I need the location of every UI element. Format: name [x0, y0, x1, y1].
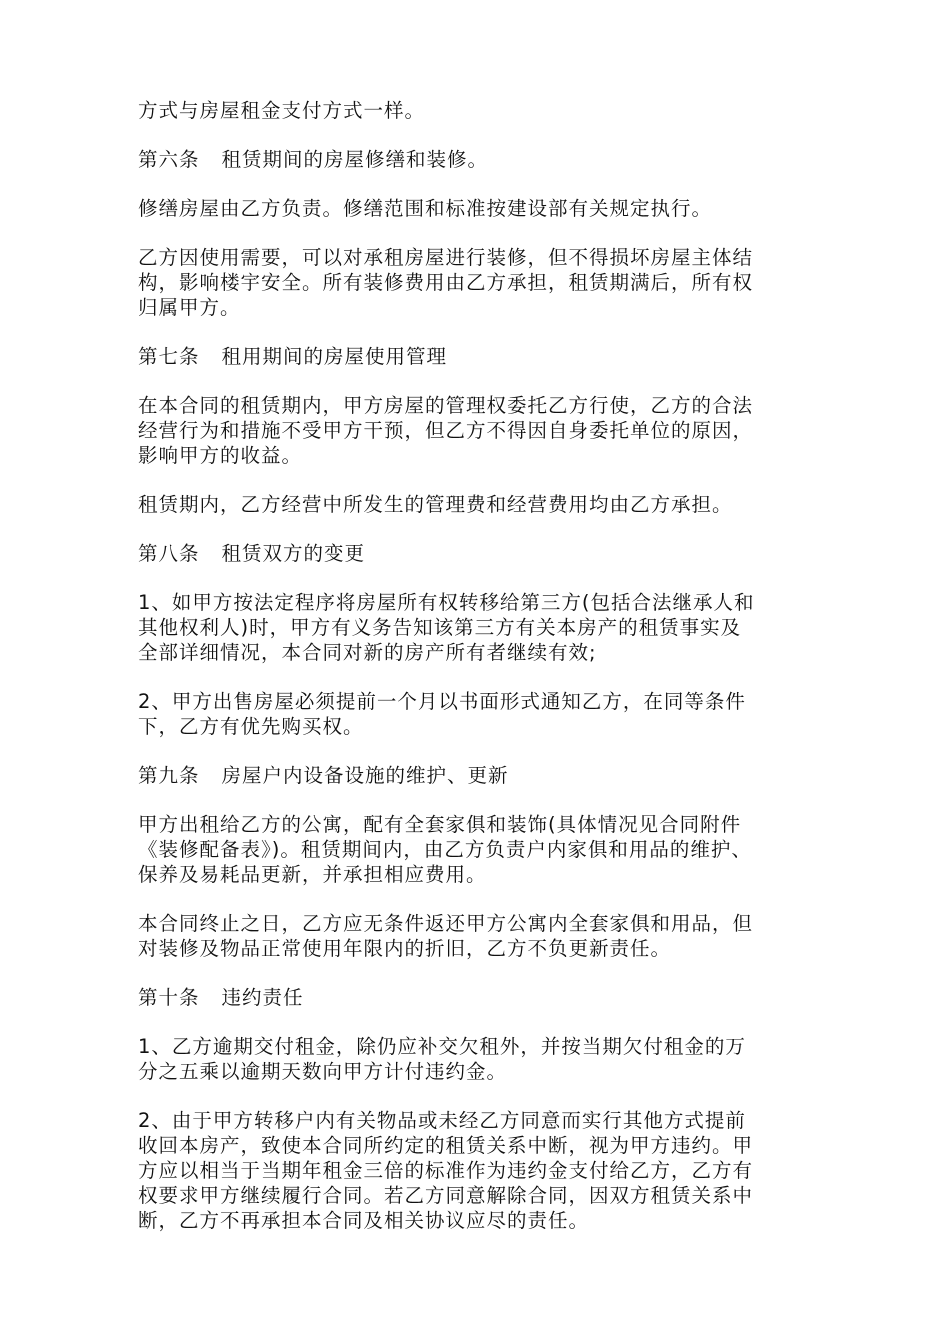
heading-line: [138, 344, 818, 369]
paragraph-line: 《装修配备表》)。租赁期间内，由乙方负责户内家俱和用品的维护、: [138, 838, 752, 861]
paragraph-line: 租赁期内，乙方经营中所发生的管理费和经营费用均由乙方承担。: [138, 493, 733, 516]
body-paragraph: [138, 196, 818, 221]
paragraph-line: 本合同终止之日，乙方应无条件返还甲方公寓内全套家俱和用品，但: [138, 912, 754, 935]
body-paragraph: [138, 245, 818, 320]
article-heading: [138, 985, 818, 1010]
paragraph-line: 其他权利人)时，甲方有义务告知该第三方有关本房产的租赁事实及: [138, 616, 742, 639]
heading-line: [138, 147, 818, 172]
paragraph-line: 修缮房屋由乙方负责。修缮范围和标准按建设部有关规定执行。: [138, 197, 713, 220]
article-title: 租用期间的房屋使用管理: [221, 345, 448, 368]
paragraph-line: 1、乙方逾期交付租金，除仍应补交欠租外，并按当期欠付租金的万: [138, 1035, 746, 1058]
paragraph-line: 甲方出租给乙方的公寓，配有全套家俱和装饰(具体情况见合同附件: [138, 813, 742, 836]
body-paragraph: [138, 492, 818, 517]
article-title: 租赁双方的变更: [221, 542, 366, 565]
article-number: 第十条: [138, 986, 200, 1009]
paragraph-line: 对装修及物品正常使用年限内的折旧，乙方不负更新责任。: [138, 937, 672, 960]
body-paragraph: [138, 1108, 818, 1233]
paragraph-line: 2、由于甲方转移户内有关物品或未经乙方同意而实行其他方式提前: [138, 1109, 746, 1132]
body-paragraph: [138, 812, 818, 887]
article-number: 第六条: [138, 148, 200, 171]
article-title: 租赁期间的房屋修缮和装修。: [221, 148, 489, 171]
paragraph-line: 收回本房产，致使本合同所约定的租赁关系中断，视为甲方违约。甲: [138, 1134, 754, 1157]
paragraph-line: 构，影响楼宇安全。所有装修费用由乙方承担，租赁期满后，所有权: [138, 271, 754, 294]
article-number: 第七条: [138, 345, 200, 368]
body-paragraph: [138, 1034, 818, 1084]
paragraph-line: 保养及易耗品更新，并承担相应费用。: [138, 863, 487, 886]
paragraph-line: 分之五乘以逾期天数向甲方计付违约金。: [138, 1060, 508, 1083]
article-title: 房屋户内设备设施的维护、更新: [221, 764, 509, 787]
document-body: [138, 98, 818, 1257]
paragraph-line: 2、甲方出售房屋必须提前一个月以书面形式通知乙方，在同等条件: [138, 690, 746, 713]
body-paragraph: [138, 689, 818, 739]
paragraph-line: 全部详细情况，本合同对新的房产所有者继续有效;: [138, 641, 597, 664]
article-number: 第九条: [138, 764, 200, 787]
article-heading: [138, 344, 818, 369]
article-heading: [138, 763, 818, 788]
paragraph-line: 方应以相当于当期年租金三倍的标准作为违约金支付给乙方，乙方有: [138, 1159, 754, 1182]
paragraph-line: 影响甲方的收益。: [138, 444, 303, 467]
heading-line: [138, 985, 818, 1010]
article-number: 第八条: [138, 542, 200, 565]
paragraph-line: 在本合同的租赁期内，甲方房屋的管理权委托乙方行使，乙方的合法: [138, 394, 754, 417]
paragraph-line: 1、如甲方按法定程序将房屋所有权转移给第三方(包括合法继承人和: [138, 591, 755, 614]
article-title: 违约责任: [221, 986, 304, 1009]
article-heading: [138, 147, 818, 172]
paragraph-line: 乙方因使用需要，可以对承租房屋进行装修，但不得损坏房屋主体结: [138, 246, 754, 269]
paragraph-line: 方式与房屋租金支付方式一样。: [138, 99, 426, 122]
body-paragraph: [138, 911, 818, 961]
body-paragraph: [138, 590, 818, 665]
paragraph-line: 经营行为和措施不受甲方干预，但乙方不得因自身委托单位的原因，: [138, 419, 754, 442]
heading-line: [138, 541, 818, 566]
body-paragraph: [138, 98, 818, 123]
heading-line: [138, 763, 818, 788]
paragraph-line: 断，乙方不再承担本合同及相关协议应尽的责任。: [138, 1209, 590, 1232]
paragraph-line: 权要求甲方继续履行合同。若乙方同意解除合同，因双方租赁关系中: [138, 1184, 754, 1207]
body-paragraph: [138, 393, 818, 468]
paragraph-line: 归属甲方。: [138, 296, 241, 319]
paragraph-line: 下，乙方有优先购买权。: [138, 715, 364, 738]
article-heading: [138, 541, 818, 566]
